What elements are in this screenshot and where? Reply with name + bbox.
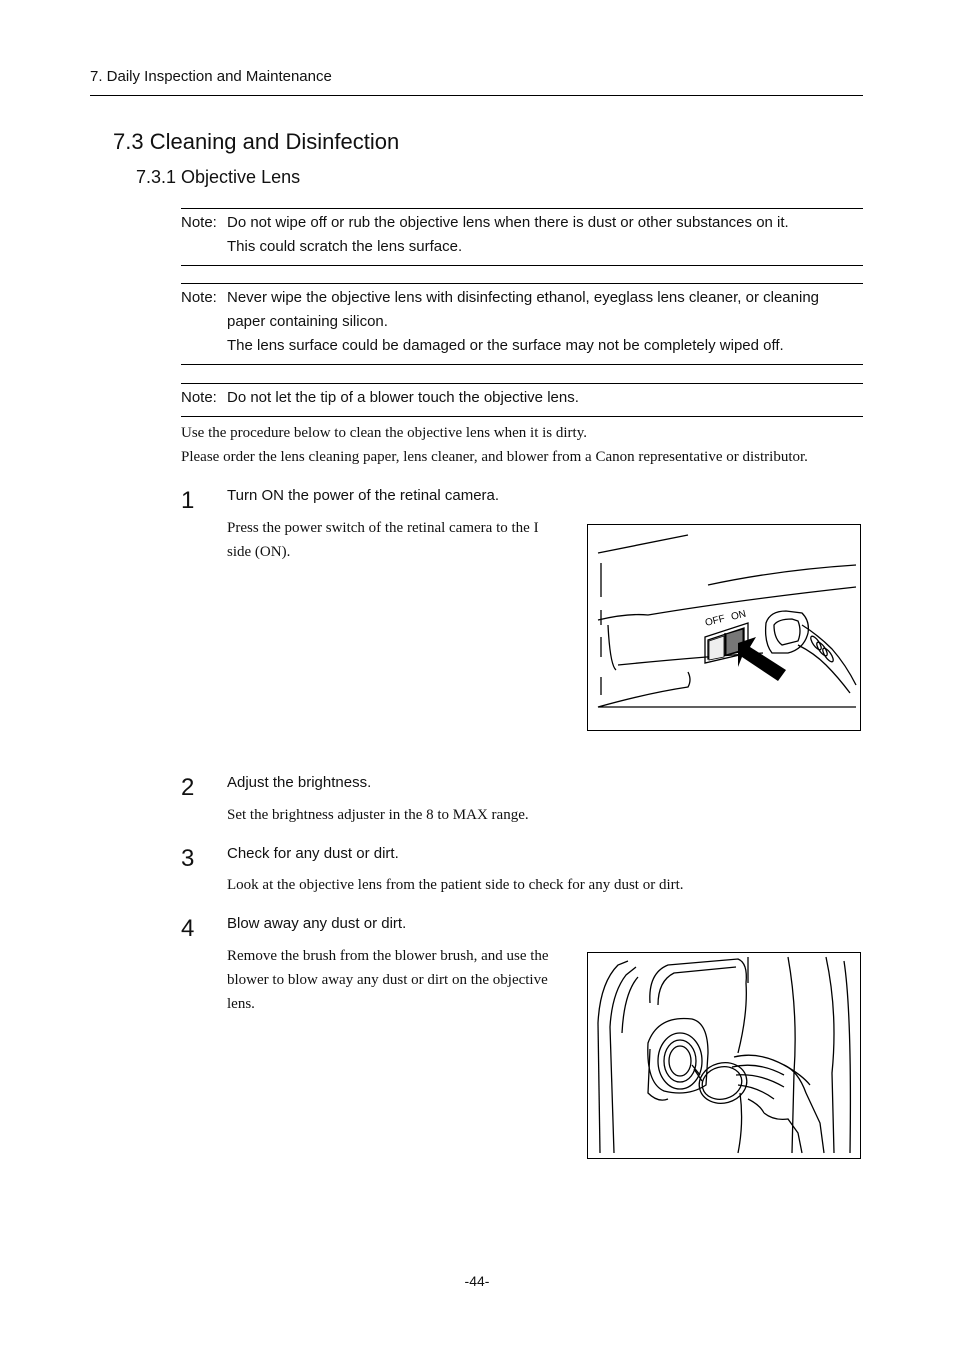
page-number: -44-: [464, 1273, 490, 1289]
note-label: Note:: [181, 289, 217, 306]
step-heading: Turn ON the power of the retinal camera.: [227, 487, 500, 504]
note-line: Never wipe the objective lens with disinfecting ethanol, eyeglass lens cleaner, or cleaning: [227, 289, 820, 306]
note-bottom-rule: [181, 416, 863, 417]
note-line: This could scratch the lens surface.: [227, 238, 463, 255]
note-line: Do not wipe off or rub the objective lens when there is dust or other substances on it.: [227, 214, 789, 231]
note-dust: [181, 208, 863, 266]
off-label: OFF: [704, 613, 727, 629]
note-label: Note:: [181, 214, 217, 231]
step-number: 3: [181, 845, 195, 872]
section-title: 7.3 Cleaning and Disinfection: [113, 129, 400, 154]
step-line: Set the brightness adjuster in the 8 to MAX range.: [227, 807, 529, 823]
note-ethanol: [181, 283, 863, 365]
on-label: ON: [730, 608, 748, 623]
step-line: lens.: [227, 996, 255, 1012]
intro-line: Use the procedure below to clean the objective lens when it is dirty.: [181, 425, 587, 441]
step-number: 4: [181, 915, 195, 942]
step-line: Remove the brush from the blower brush, and use the: [227, 948, 549, 964]
step-heading: Adjust the brightness.: [227, 774, 372, 791]
step-body: [227, 944, 549, 1016]
step-body: [227, 803, 529, 827]
note-line: Do not let the tip of a blower touch the objective lens.: [227, 389, 579, 406]
step-body: [227, 873, 684, 897]
subsection-title: 7.3.1 Objective Lens: [136, 167, 301, 187]
step-line: Look at the objective lens from the patient side to check for any dust or dirt.: [227, 877, 684, 893]
step-heading: Check for any dust or dirt.: [227, 845, 399, 862]
blower-figure: [587, 952, 861, 1159]
step-number: 1: [181, 487, 195, 514]
step-line: side (ON).: [227, 544, 291, 560]
note-label: Note:: [181, 389, 217, 406]
step-line: Press the power switch of the retinal camera to the I: [227, 520, 539, 536]
note-line: paper containing silicon.: [227, 313, 388, 330]
intro-line: Please order the lens cleaning paper, lens cleaner, and blower from a Canon representative or distributor.: [181, 449, 808, 465]
power-switch-figure: [587, 524, 861, 731]
note-bottom-rule: [181, 364, 863, 365]
note-blower: [181, 383, 863, 417]
header-rule: [90, 95, 863, 96]
power-switch-illustration: [588, 525, 860, 730]
step-body: [227, 516, 539, 564]
note-line: The lens surface could be damaged or the surface may not be completely wiped off.: [227, 337, 784, 354]
note-bottom-rule: [181, 265, 863, 266]
running-header: 7. Daily Inspection and Maintenance: [90, 68, 332, 85]
step-number: 2: [181, 774, 195, 801]
intro-paragraph: [181, 421, 808, 469]
step-heading: Blow away any dust or dirt.: [227, 915, 407, 932]
step-line: blower to blow away any dust or dirt on the objective: [227, 972, 548, 988]
blower-illustration: [588, 953, 860, 1158]
